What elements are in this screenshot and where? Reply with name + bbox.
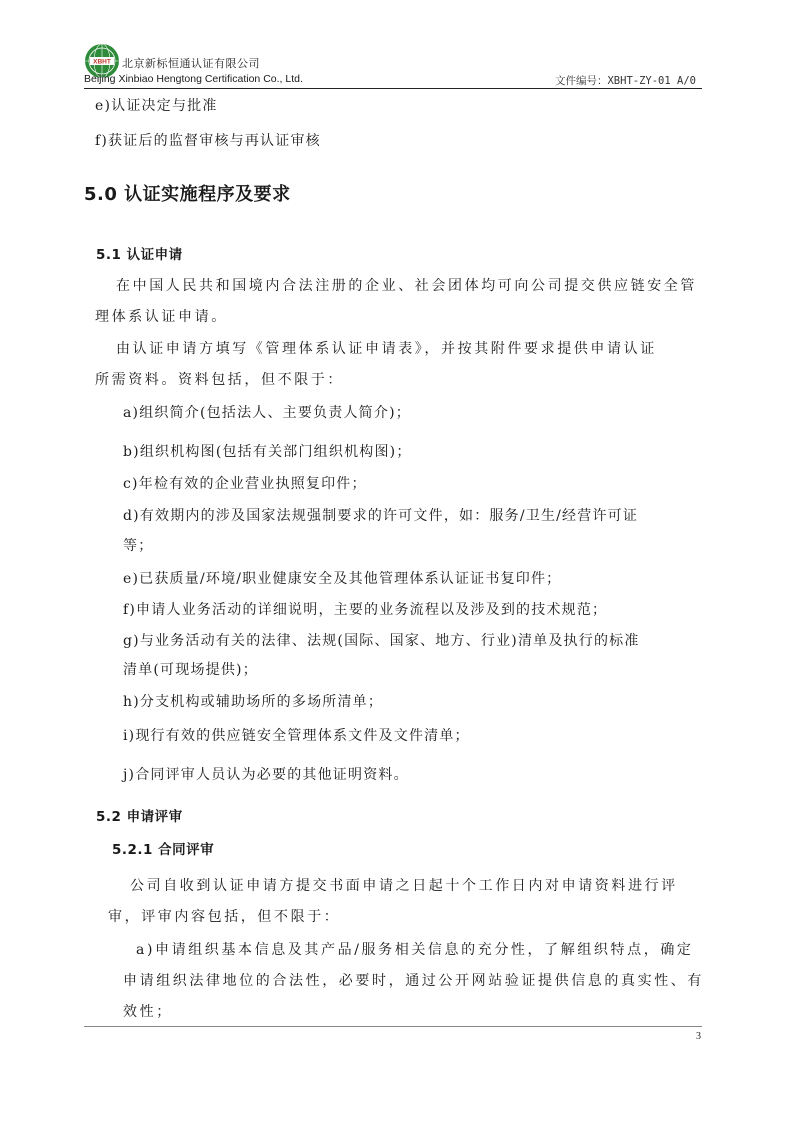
- list-item: 清单(可现场提供)；: [123, 662, 258, 678]
- company-name-cn: 北京新标恒通认证有限公司: [122, 57, 260, 70]
- header-divider: [84, 88, 702, 89]
- paragraph-line: 由认证申请方填写《管理体系认证申请表》，并按其附件要求提供申请认证: [116, 341, 657, 357]
- list-item: i)现行有效的供应链安全管理体系文件及文件清单；: [123, 728, 470, 744]
- list-item: g)与业务活动有关的法律、法规(国际、国家、地方、行业)清单及执行的标准: [123, 633, 640, 649]
- list-item: f)获证后的监督审核与再认证审核: [95, 133, 321, 149]
- list-item: h)分支机构或辅助场所的多场所清单；: [123, 694, 384, 710]
- paragraph-line: 所需资料。资料包括，但不限于：: [95, 372, 344, 388]
- list-item: f)申请人业务活动的详细说明，主要的业务流程以及涉及到的技术规范；: [123, 602, 608, 618]
- page-number: 3: [696, 1031, 701, 1042]
- paragraph-line: 审，评审内容包括，但不限于：: [108, 909, 341, 925]
- paragraph-line: 申请组织法律地位的合法性，必要时，通过公开网站验证提供信息的真实性、有: [123, 973, 704, 989]
- list-item: j)合同评审人员认为必要的其他证明资料。: [123, 767, 409, 783]
- svg-text:XBHT: XBHT: [93, 58, 111, 66]
- paragraph-line: 公司自收到认证申请方提交书面申请之日起十个工作日内对申请资料进行评: [130, 878, 678, 894]
- section-heading-5-1: 5.1 认证申请: [96, 247, 183, 263]
- paragraph-line: a)申请组织基本信息及其产品/服务相关信息的充分性，了解组织特点，确定: [136, 942, 694, 958]
- list-item: e)已获质量/环境/职业健康安全及其他管理体系认证证书复印件；: [123, 571, 562, 587]
- section-heading-5-2-1: 5.2.1 合同评审: [112, 842, 215, 858]
- section-heading-5-0: 5.0 认证实施程序及要求: [84, 184, 291, 205]
- paragraph-line: 在中国人民共和国境内合法注册的企业、社会团体均可向公司提交供应链安全管: [116, 278, 697, 294]
- paragraph-line: 理体系认证申请。: [95, 309, 228, 325]
- company-name-en: Beijing Xinbiao Hengtong Certification Co., Ltd.: [84, 73, 303, 85]
- list-item: e)认证决定与批准: [95, 98, 218, 114]
- document-number: 文件编号：XBHT-ZY-01 A/0: [554, 75, 696, 87]
- section-heading-5-2: 5.2 申请评审: [96, 809, 183, 825]
- list-item: b)组织机构图(包括有关部门组织机构图)；: [123, 444, 412, 460]
- list-item: c)年检有效的企业营业执照复印件；: [123, 476, 367, 492]
- footer-divider: [84, 1026, 702, 1027]
- paragraph-line: 效性；: [123, 1004, 173, 1020]
- list-item: 等；: [123, 538, 154, 554]
- list-item: d)有效期内的涉及国家法规强制要求的许可文件，如：服务/卫生/经营许可证: [123, 508, 639, 524]
- list-item: a)组织简介(包括法人、主要负责人简介)；: [123, 405, 411, 421]
